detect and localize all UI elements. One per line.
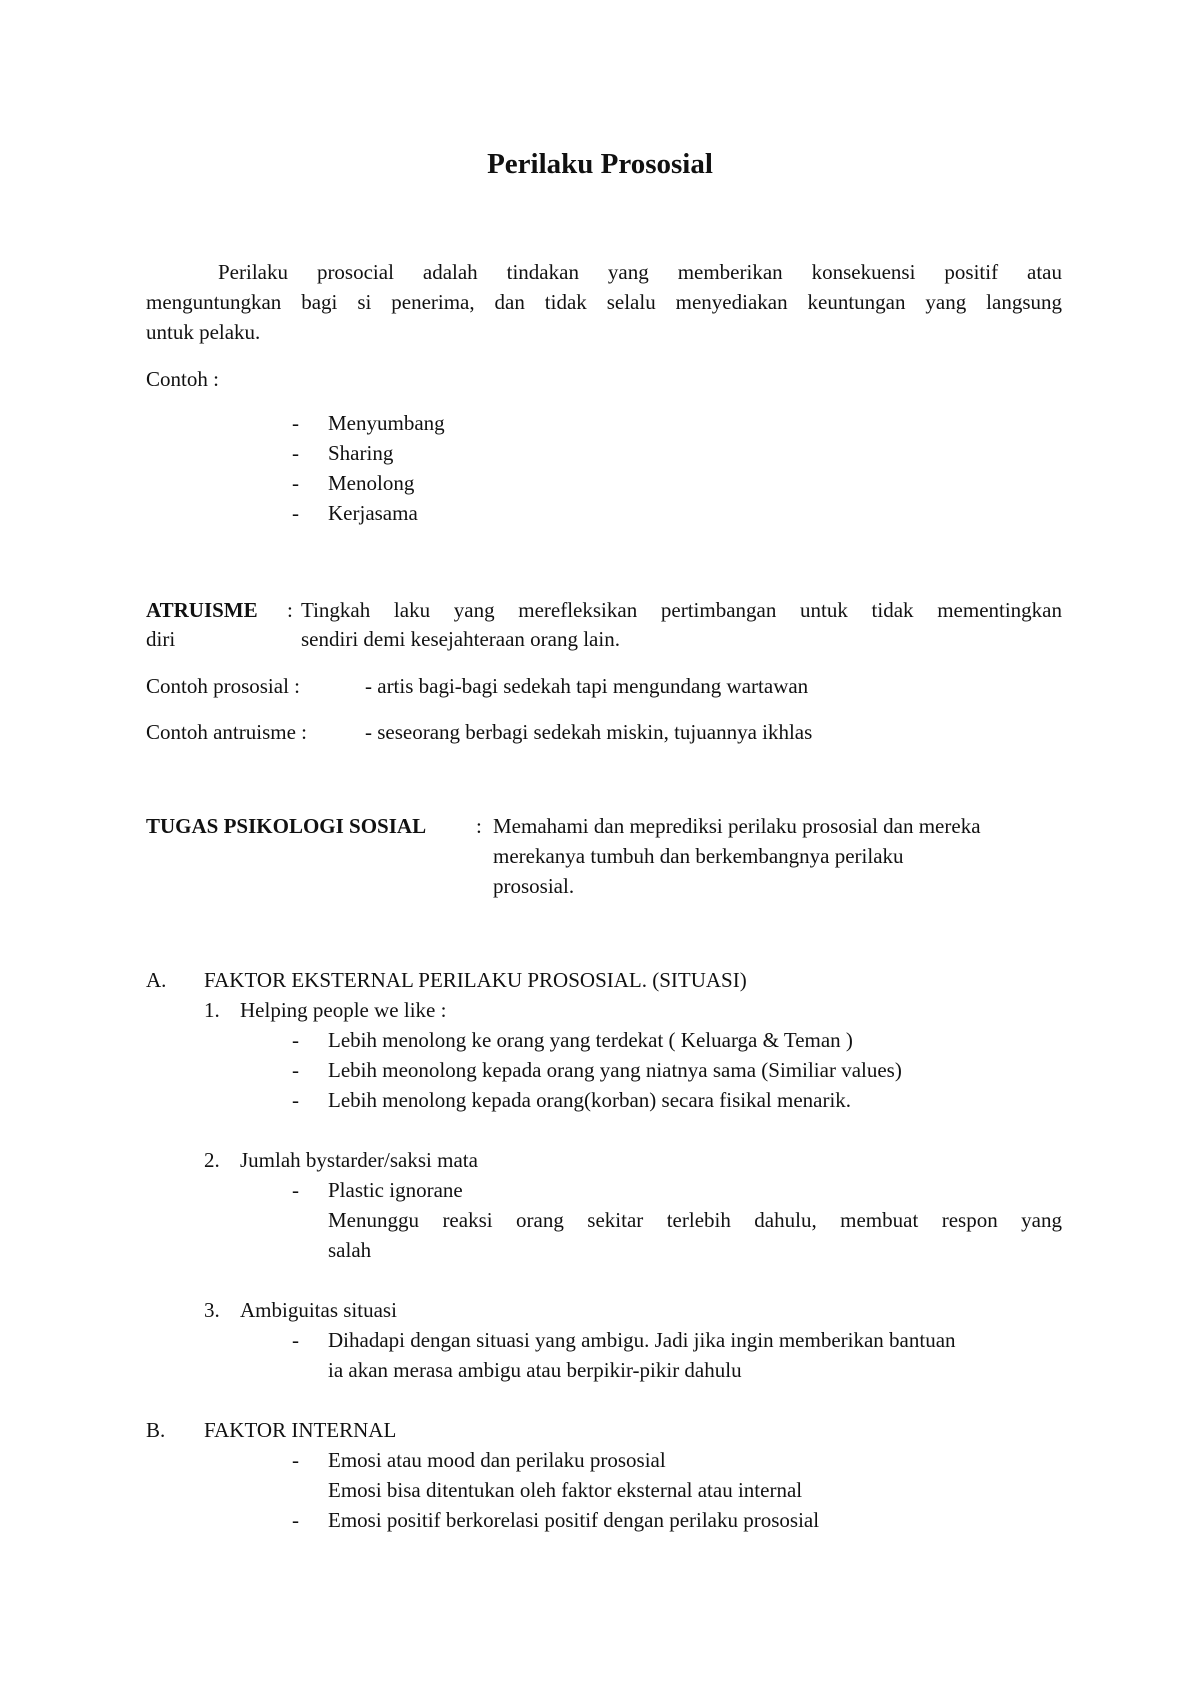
atruisme-separator: : <box>287 598 293 622</box>
item-3-label: Ambiguitas situasi <box>240 1298 397 1322</box>
atruisme-diri: diri <box>146 627 176 651</box>
contoh-prososial-value: - artis bagi-bagi sedekah tapi mengundang wartawan <box>365 674 809 698</box>
bullet: - <box>292 1448 299 1472</box>
bullet: - <box>292 1058 299 1082</box>
tugas-line-2: merekanya tumbuh dan berkembangnya perilaku <box>493 844 904 868</box>
item-2-label: Jumlah bystarder/saksi mata <box>240 1148 478 1172</box>
list-item: Menyumbang <box>328 411 445 435</box>
list-item: Dihadapi dengan situasi yang ambigu. Jadi jika ingin memberikan bantuan <box>328 1328 956 1352</box>
atruisme-definition-line-2: sendiri demi kesejahteraan orang lain. <box>301 627 620 651</box>
item-2-description-line-1: Menunggu reaksi orang sekitar terlebih dahulu, membuat respon yang <box>328 1208 1062 1232</box>
list-item: Kerjasama <box>328 501 418 525</box>
tugas-line-1: Memahami dan meprediksi perilaku prososial dan mereka <box>493 814 981 838</box>
bullet: - <box>292 411 299 435</box>
atruisme-definition-line-1: Tingkah laku yang merefleksikan pertimbangan untuk tidak mementingkan <box>301 598 1062 622</box>
list-item-continuation: ia akan merasa ambigu atau berpikir-pikir dahulu <box>328 1358 742 1382</box>
item-1-number: 1. <box>204 998 220 1022</box>
section-b-marker: B. <box>146 1418 166 1442</box>
atruisme-term: ATRUISME <box>146 598 258 622</box>
section-b-heading: FAKTOR INTERNAL <box>204 1418 397 1442</box>
section-a-heading: FAKTOR EKSTERNAL PERILAKU PROSOSIAL. (SITUASI) <box>204 968 747 992</box>
item-3-number: 3. <box>204 1298 220 1322</box>
intro-line-3: untuk pelaku. <box>146 320 261 344</box>
list-item: Emosi positif berkorelasi positif dengan perilaku prososial <box>328 1508 820 1532</box>
tugas-line-3: prososial. <box>493 874 575 898</box>
bullet: - <box>292 1178 299 1202</box>
bullet: - <box>292 471 299 495</box>
intro-line-2: menguntungkan bagi si penerima, dan tidak selalu menyediakan keuntungan yang langsung <box>146 290 1062 314</box>
list-item-continuation: Emosi bisa ditentukan oleh faktor eksternal atau internal <box>328 1478 803 1502</box>
item-1-label: Helping people we like : <box>240 998 447 1022</box>
list-item: Lebih menolong ke orang yang terdekat ( Keluarga & Teman ) <box>328 1028 853 1052</box>
bullet: - <box>292 1028 299 1052</box>
bullet: - <box>292 1328 299 1352</box>
bullet: - <box>292 501 299 525</box>
contoh-label: Contoh : <box>146 367 219 391</box>
contoh-prososial-label: Contoh prososial : <box>146 674 301 698</box>
list-item: Sharing <box>328 441 394 465</box>
page-title: Perilaku Prososial <box>487 148 713 180</box>
list-item: Lebih meonolong kepada orang yang niatnya sama (Similiar values) <box>328 1058 902 1082</box>
contoh-antruisme-label: Contoh antruisme : <box>146 720 307 744</box>
bullet: - <box>292 441 299 465</box>
tugas-term: TUGAS PSIKOLOGI SOSIAL <box>146 814 427 838</box>
bullet: - <box>292 1508 299 1532</box>
list-item: Plastic ignorane <box>328 1178 463 1202</box>
section-a-marker: A. <box>146 968 167 992</box>
bullet: - <box>292 1088 299 1112</box>
item-2-description-line-2: salah <box>328 1238 372 1262</box>
list-item: Menolong <box>328 471 415 495</box>
list-item: Emosi atau mood dan perilaku prososial <box>328 1448 666 1472</box>
item-2-number: 2. <box>204 1148 220 1172</box>
intro-line-1: Perilaku prosocial adalah tindakan yang memberikan konsekuensi positif atau <box>218 260 1062 284</box>
list-item: Lebih menolong kepada orang(korban) secara fisikal menarik. <box>328 1088 852 1112</box>
tugas-separator: : <box>476 814 482 838</box>
contoh-antruisme-value: - seseorang berbagi sedekah miskin, tujuannya ikhlas <box>365 720 813 744</box>
